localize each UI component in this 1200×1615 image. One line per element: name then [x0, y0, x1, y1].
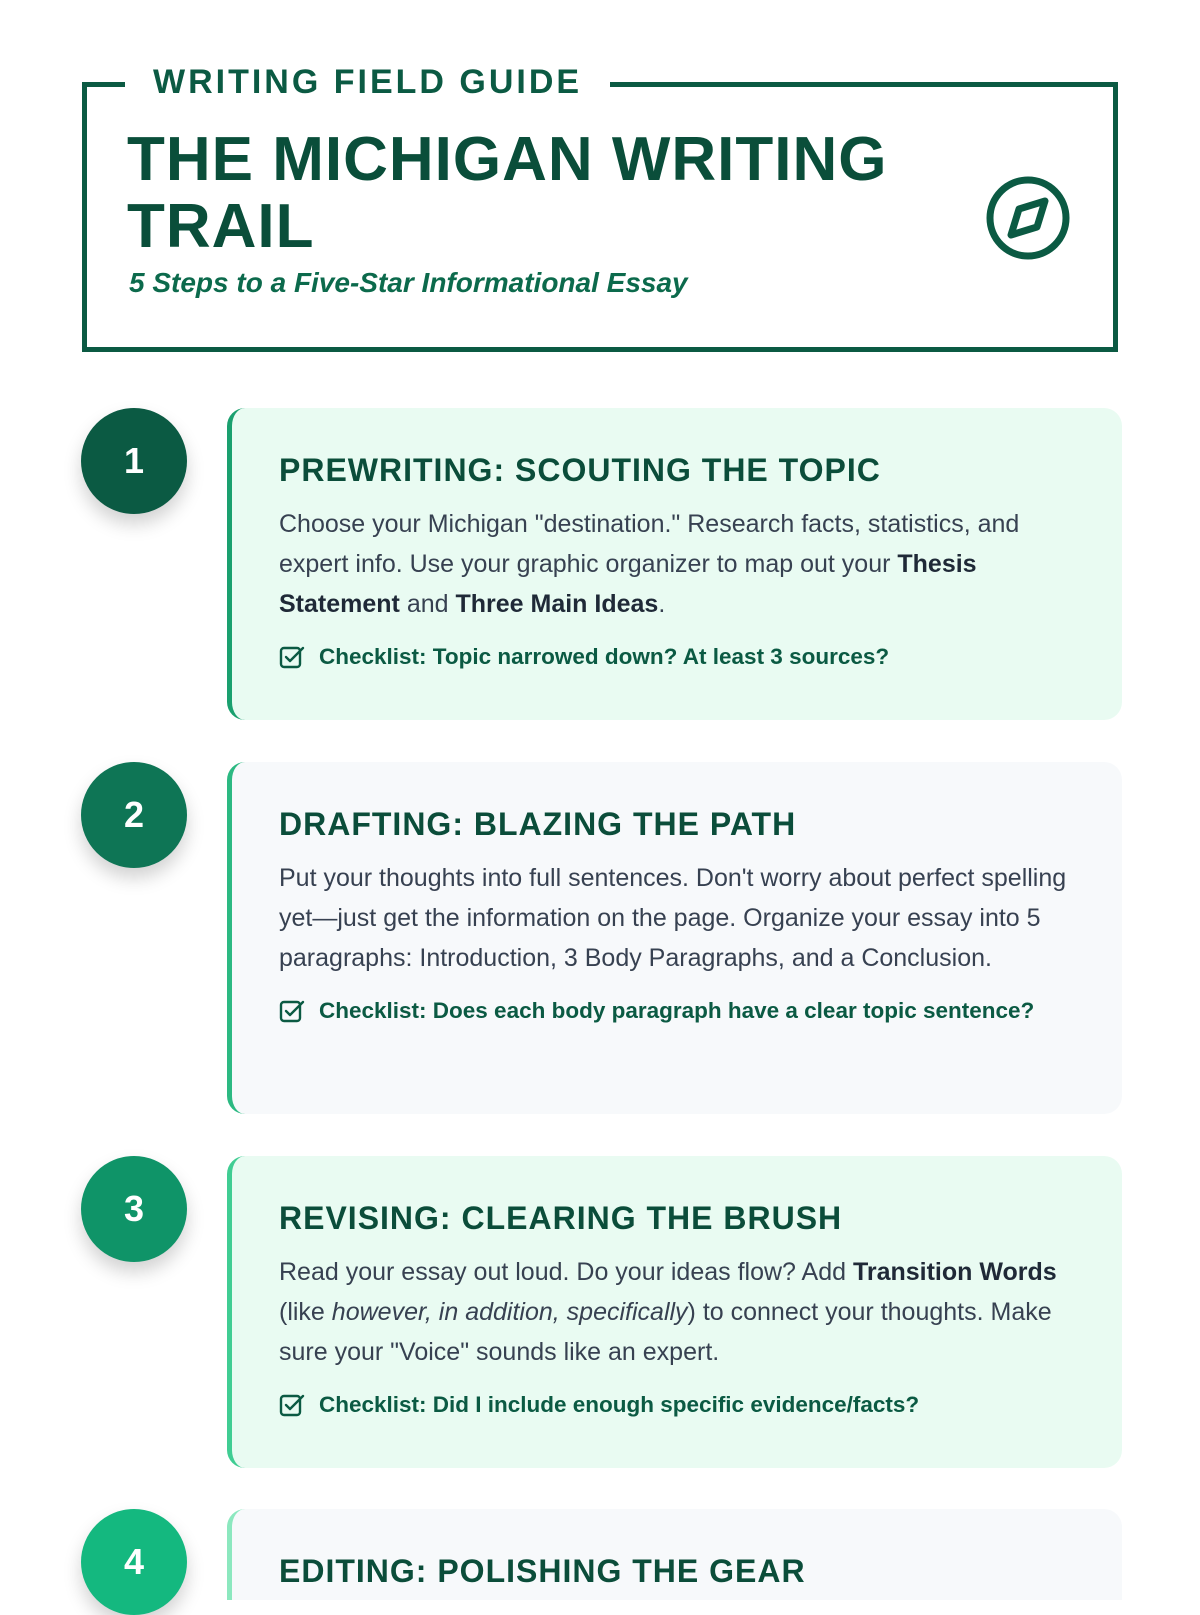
step-description: Put your thoughts into full sentences. Don't worry about perfect spelling yet—just get the information on the page. Organize your essay into 5 paragraphs: Introduction, 3 Body Paragraphs, and a Conclusion.: [279, 864, 1067, 972]
step-checklist: [279, 996, 1082, 1026]
checklist-text: Checklist: Does each body paragraph have a clear topic sentence?: [319, 998, 1035, 1023]
compass-icon: [985, 175, 1071, 261]
checklist-text: Checklist: Topic narrowed down? At least 3 sources?: [319, 644, 890, 669]
step-description: Choose your Michigan "destination." Research facts, statistics, and expert info. Use your graphic organizer to map out your Thesis Statement and Three Main Ideas.: [279, 510, 1020, 618]
step-checklist: [279, 1390, 1082, 1420]
page-subtitle: 5 Steps to a Five-Star Informational Essay: [129, 267, 688, 298]
step-title: EDITING: POLISHING THE GEAR: [279, 1553, 806, 1589]
step-title: PREWRITING: SCOUTING THE TOPIC: [279, 452, 881, 488]
checklist-text: Checklist: Did I include enough specific evidence/facts?: [319, 1392, 920, 1417]
step-checklist: [279, 642, 1082, 672]
checkbox-check-icon: [279, 644, 305, 670]
checkbox-check-icon: [279, 1392, 305, 1418]
step-card: [227, 1509, 1122, 1600]
step-card: [227, 408, 1122, 720]
step-number-badge: 4: [81, 1509, 187, 1615]
step-title: REVISING: CLEARING THE BRUSH: [279, 1200, 843, 1236]
checkbox-check-icon: [279, 998, 305, 1024]
step-number-badge: 2: [81, 762, 187, 868]
step-description: Read your essay out loud. Do your ideas flow? Add Transition Words (like however, in addition, specifically) to connect your thoughts. Make sure your "Voice" sounds like an expert.: [279, 1258, 1057, 1366]
step-card: [227, 762, 1122, 1114]
step-number-badge: 1: [81, 408, 187, 514]
step-card: [227, 1156, 1122, 1468]
header-kicker: WRITING FIELD GUIDE: [125, 60, 610, 104]
step-number-badge: 3: [81, 1156, 187, 1262]
step-title: DRAFTING: BLAZING THE PATH: [279, 806, 797, 842]
page-title: THE MICHIGAN WRITING TRAIL: [127, 125, 888, 261]
